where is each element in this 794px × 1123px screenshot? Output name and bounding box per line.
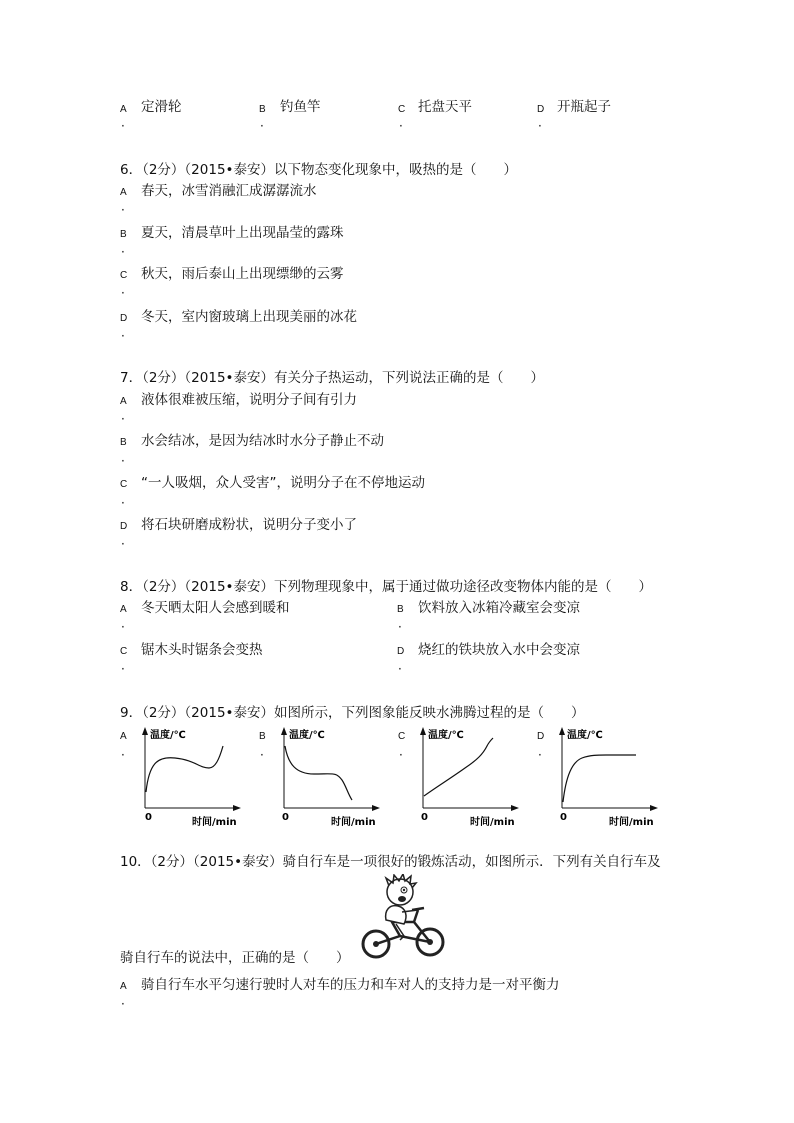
option-dot: ·: [538, 748, 542, 762]
option-dot: ·: [399, 748, 403, 762]
question-stem: 7．（2分）（2015•泰安）有关分子热运动，下列说法正确的是（ ）: [120, 370, 544, 386]
option-text: 烧红的铁块放入水中会变凉: [418, 642, 580, 658]
option-text: 定滑轮: [141, 99, 182, 115]
origin-label: 0: [282, 812, 289, 823]
graph-curve: [285, 746, 352, 800]
option-letter: C: [120, 479, 128, 490]
y-axis-arrow: [420, 727, 426, 735]
option-letter: D: [120, 521, 128, 532]
option-text: 骑自行车水平匀速行驶时人对车的压力和车对人的支持力是一对平衡力: [141, 977, 560, 993]
option-letter: C: [120, 646, 128, 657]
option-letter: B: [120, 437, 127, 448]
option-text: 秋天，雨后泰山上出现缥缈的云雾: [141, 266, 344, 282]
option-dot: ·: [538, 119, 542, 133]
option-letter: B: [259, 731, 266, 742]
y-axis-arrow: [142, 727, 148, 735]
option-letter: C: [120, 270, 128, 281]
graph-a: [137, 724, 249, 828]
option-dot: ·: [121, 662, 125, 676]
question-stem: 6．（2分）（2015•泰安）以下物态变化现象中，吸热的是（ ）: [120, 162, 517, 178]
graph-curve: [424, 738, 493, 796]
option-text: 饮料放入冰箱冷藏室会变凉: [418, 600, 580, 616]
x-axis-label: 时间/min: [192, 817, 237, 828]
option-dot: ·: [121, 748, 125, 762]
option-letter: A: [120, 187, 127, 198]
option-text: 钓鱼竿: [280, 99, 321, 115]
y-axis-label: 温度/℃: [567, 730, 603, 741]
y-axis-arrow: [559, 727, 565, 735]
x-axis-arrow: [650, 805, 658, 811]
question-stem-line-1: 10．（2分）（2015•泰安）骑自行车是一项很好的锻炼活动，如图所示．下列有关自行车及: [120, 854, 661, 870]
option-dot: ·: [121, 329, 125, 343]
y-axis-label: 温度/℃: [289, 730, 325, 741]
question-stem: 9．（2分）（2015•泰安）如图所示，下列图象能反映水沸腾过程的是（ ）: [120, 705, 585, 721]
graph-curve: [563, 755, 636, 802]
option-letter: B: [120, 229, 127, 240]
option-dot: ·: [260, 119, 264, 133]
x-axis-arrow: [511, 805, 519, 811]
option-letter: D: [537, 104, 545, 115]
graph-curve: [146, 746, 223, 792]
option-text: 将石块研磨成粉状，说明分子变小了: [141, 517, 357, 533]
option-letter: B: [259, 104, 266, 115]
option-letter: C: [398, 104, 406, 115]
x-axis-arrow: [372, 805, 380, 811]
x-axis-label: 时间/min: [609, 817, 654, 828]
x-axis-label: 时间/min: [470, 817, 515, 828]
option-text: “一人吸烟，众人受害”，说明分子在不停地运动: [141, 475, 425, 491]
option-text: 春天，冰雪消融汇成潺潺流水: [141, 183, 317, 199]
option-text: 锯木头时锯条会变热: [141, 642, 263, 658]
option-dot: ·: [121, 620, 125, 634]
y-axis-label: 温度/℃: [150, 730, 186, 741]
option-text: 冬天，室内窗玻璃上出现美丽的冰花: [141, 309, 357, 325]
option-letter: C: [398, 731, 406, 742]
option-text: 托盘天平: [418, 99, 472, 115]
option-text: 液体很难被压缩，说明分子间有引力: [141, 392, 357, 408]
option-letter: A: [120, 981, 127, 992]
graph-b: [276, 724, 388, 828]
origin-label: 0: [145, 812, 152, 823]
option-dot: ·: [121, 119, 125, 133]
option-dot: ·: [121, 286, 125, 300]
question-stem: 8．（2分）（2015•泰安）下列物理现象中，属于通过做功途径改变物体内能的是（ ）: [120, 579, 652, 595]
option-letter: A: [120, 104, 127, 115]
option-dot: ·: [121, 412, 125, 426]
option-letter: A: [120, 731, 127, 742]
option-dot: ·: [121, 997, 125, 1011]
option-letter: B: [397, 604, 404, 615]
option-dot: ·: [121, 454, 125, 468]
option-dot: ·: [260, 748, 264, 762]
option-dot: ·: [398, 620, 402, 634]
x-axis-arrow: [233, 805, 241, 811]
option-text: 水会结冰，是因为结冰时水分子静止不动: [141, 433, 384, 449]
option-dot: ·: [121, 496, 125, 510]
origin-label: 0: [560, 812, 567, 823]
y-axis-label: 温度/℃: [428, 730, 464, 741]
option-letter: A: [120, 396, 127, 407]
option-dot: ·: [398, 662, 402, 676]
option-text: 开瓶起子: [557, 99, 611, 115]
option-letter: D: [537, 731, 545, 742]
option-dot: ·: [121, 245, 125, 259]
graph-d: [554, 724, 666, 828]
x-axis-label: 时间/min: [331, 817, 376, 828]
option-dot: ·: [121, 203, 125, 217]
option-dot: ·: [399, 119, 403, 133]
graph-c: [415, 724, 527, 828]
option-letter: A: [120, 604, 127, 615]
option-letter: D: [120, 313, 128, 324]
child-on-bicycle-illustration: [356, 874, 448, 966]
y-axis-arrow: [281, 727, 287, 735]
option-text: 夏天，清晨草叶上出现晶莹的露珠: [141, 225, 344, 241]
option-dot: ·: [121, 537, 125, 551]
origin-label: 0: [421, 812, 428, 823]
option-text: 冬天晒太阳人会感到暖和: [141, 600, 290, 616]
question-stem-line-2: 骑自行车的说法中，正确的是（ ）: [120, 950, 350, 966]
option-letter: D: [397, 646, 405, 657]
